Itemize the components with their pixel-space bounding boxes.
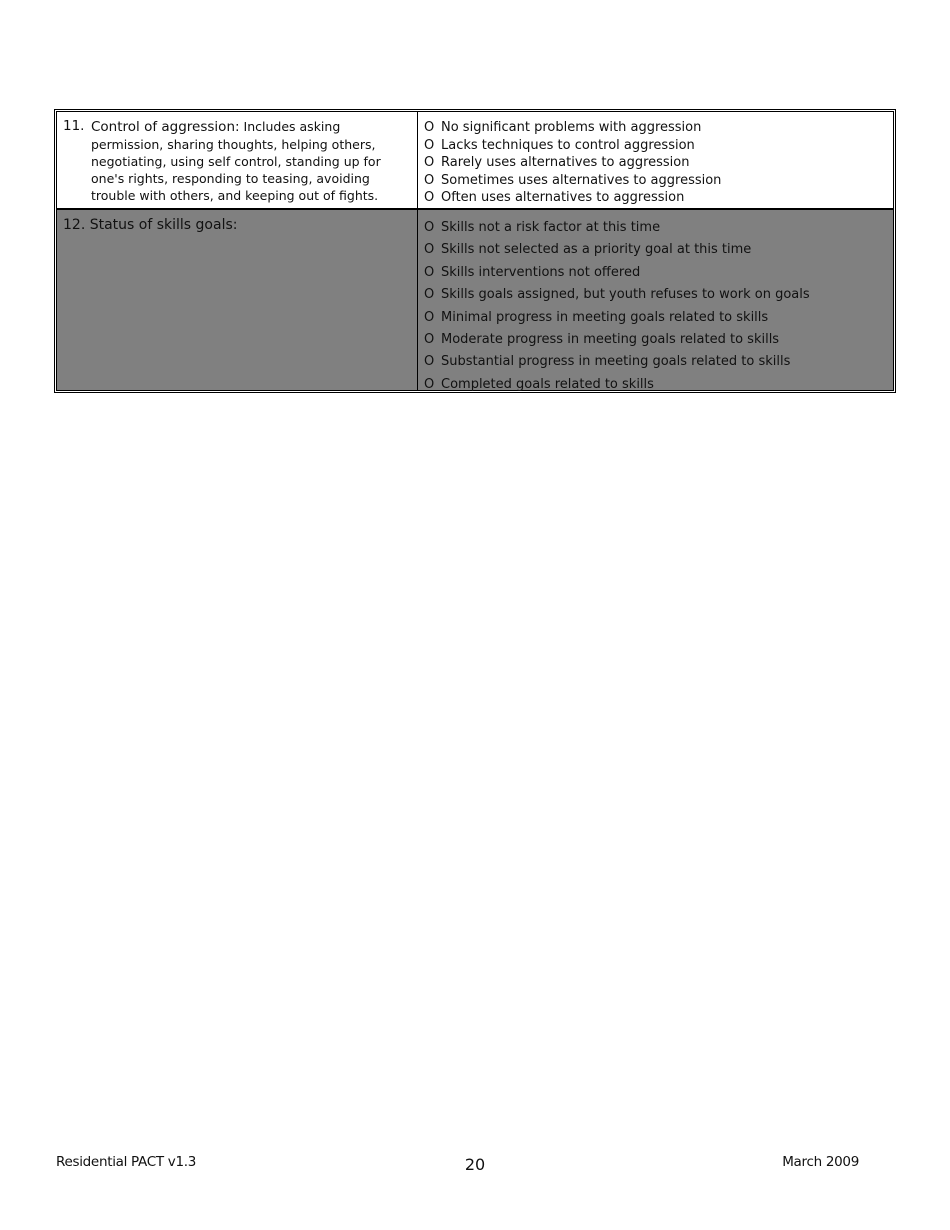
option-label: Rarely uses alternatives to aggression [441, 155, 690, 171]
footer-date: March 2009 [782, 1154, 859, 1170]
radio-circle-icon[interactable]: O [424, 332, 435, 348]
item-11-row [57, 112, 893, 210]
option-label: Often uses alternatives to aggression [441, 190, 685, 206]
radio-circle-icon[interactable]: O [424, 120, 435, 135]
radio-circle-icon[interactable]: O [424, 309, 435, 325]
option-radio[interactable] [424, 189, 887, 207]
item-12-question [57, 210, 418, 390]
option-radio[interactable] [424, 172, 887, 190]
option-radio[interactable] [424, 119, 887, 137]
radio-circle-icon[interactable]: O [424, 155, 435, 171]
item-12-title: 12. Status of skills goals: [63, 217, 238, 233]
option-radio[interactable] [424, 137, 887, 155]
option-label: Skills interventions not offered [441, 264, 641, 280]
radio-circle-icon[interactable]: O [424, 376, 435, 392]
radio-circle-icon[interactable]: O [424, 137, 435, 153]
option-radio[interactable] [424, 307, 887, 329]
option-label: Skills goals assigned, but youth refuses to work on goals [441, 287, 810, 303]
item-11-options [418, 112, 893, 208]
radio-circle-icon[interactable]: O [424, 242, 435, 258]
assessment-table [54, 109, 896, 393]
option-label: Skills not selected as a priority goal at this time [441, 242, 752, 258]
option-label: Completed goals related to skills [441, 376, 654, 392]
option-radio[interactable] [424, 217, 887, 239]
option-label: Minimal progress in meeting goals related to skills [441, 309, 769, 325]
option-radio[interactable] [424, 154, 887, 172]
radio-circle-icon[interactable]: O [424, 287, 435, 303]
option-label: Lacks techniques to control aggression [441, 137, 695, 153]
option-radio[interactable] [424, 329, 887, 351]
item-11-number: 11. [63, 118, 85, 134]
footer-document-title: Residential PACT v1.3 [56, 1154, 197, 1170]
item-11-title: Control of aggression: [91, 119, 240, 135]
option-label: No significant problems with aggression [441, 120, 702, 135]
option-radio[interactable] [424, 262, 887, 284]
option-label: Sometimes uses alternatives to aggression [441, 172, 722, 188]
radio-circle-icon[interactable]: O [424, 172, 435, 188]
option-radio[interactable] [424, 284, 887, 306]
radio-circle-icon[interactable]: O [424, 264, 435, 280]
item-11-question [57, 112, 418, 208]
option-radio[interactable] [424, 239, 887, 261]
radio-circle-icon[interactable]: O [424, 190, 435, 206]
option-radio[interactable] [424, 374, 887, 396]
radio-circle-icon[interactable]: O [424, 354, 435, 370]
option-label: Substantial progress in meeting goals related to skills [441, 354, 791, 370]
option-label: Skills not a risk factor at this time [441, 220, 661, 235]
option-radio[interactable] [424, 351, 887, 373]
page-number: 20 [464, 1155, 486, 1174]
option-label: Moderate progress in meeting goals related to skills [441, 332, 780, 348]
item-11-description: Includes asking permission, sharing thoughts, helping others, negotiating, using self control, standing up for one's rights, responding to teasing, avoiding trouble with others, and keeping out of fights. [91, 119, 381, 203]
radio-circle-icon[interactable]: O [424, 220, 435, 235]
item-12-row [57, 210, 893, 390]
item-12-options [418, 210, 893, 390]
